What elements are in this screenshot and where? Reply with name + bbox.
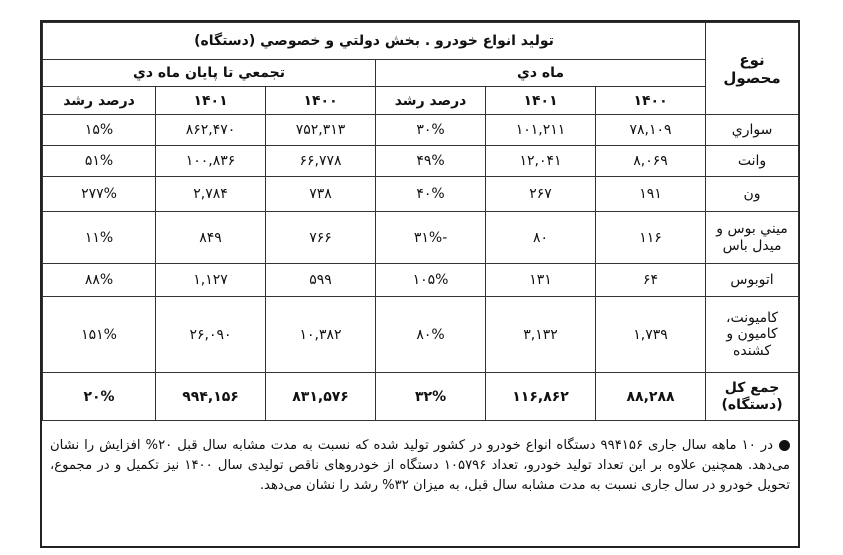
- value-cell: ۸۰%: [376, 297, 486, 373]
- value-cell: ۱۱%: [43, 212, 156, 264]
- value-cell: ۱۰,۳۸۲: [266, 297, 376, 373]
- product-cell: ون: [706, 177, 799, 212]
- product-cell: اتوبوس: [706, 264, 799, 297]
- total-row: [43, 373, 799, 421]
- table-title: توليد انواع خودرو . بخش دولتي و خصوصي (دستگاه): [43, 23, 706, 60]
- total-cell: ۸۳۱,۵۷۶: [266, 373, 376, 421]
- table-row: [43, 177, 799, 212]
- product-header: نوع محصول: [706, 23, 799, 115]
- col-month-growth: درصد رشد: [376, 87, 486, 115]
- value-cell: ۱۳۱: [486, 264, 596, 297]
- total-cell: ۲۰%: [43, 373, 156, 421]
- value-cell: ۲,۷۸۴: [156, 177, 266, 212]
- value-cell: ۷۵۲,۳۱۳: [266, 115, 376, 146]
- value-cell: ۸۶۲,۴۷۰: [156, 115, 266, 146]
- value-cell: ۱,۱۲۷: [156, 264, 266, 297]
- total-label: جمع كل (دستگاه): [706, 373, 799, 421]
- footnote-text: در ۱۰ ماهه سال جاری ۹۹۴۱۵۶ دستگاه انواع خودرو در کشور تولید شده که نسبت به مدت مشابه سال قبل ۲۰% افزایش را نشان می‌دهد. همچنین علاوه بر این تعداد تولید خودرو، تعداد ۱۰۵۷۹۶ دستگاه از خودروهای ناقص تولیدی سال ۱۴۰۰ نیز تکمیل و در مجموع، تحویل خودرو در سال جاری نسبت به مدت مشابه سال قبل، به میزان ۳۲% رشد را نشان می‌دهد.: [50, 438, 790, 493]
- value-cell: ۷۸,۱۰۹: [596, 115, 706, 146]
- table-row: [43, 297, 799, 373]
- col-cum-growth: درصد رشد: [43, 87, 156, 115]
- value-cell: ۱۱۶: [596, 212, 706, 264]
- product-cell: ميني بوس و ميدل باس: [706, 212, 799, 264]
- total-cell: ۹۹۴,۱۵۶: [156, 373, 266, 421]
- table-row: [43, 146, 799, 177]
- value-cell: ۱۵%: [43, 115, 156, 146]
- table-row: [43, 212, 799, 264]
- bullet-icon: [779, 440, 790, 451]
- value-cell: ۶۴: [596, 264, 706, 297]
- value-cell: ۱۲,۰۴۱: [486, 146, 596, 177]
- total-cell: ۱۱۶,۸۶۲: [486, 373, 596, 421]
- value-cell: ۶۶,۷۷۸: [266, 146, 376, 177]
- value-cell: ۴۰%: [376, 177, 486, 212]
- document-frame: [40, 20, 800, 548]
- value-cell: ۲۶,۰۹۰: [156, 297, 266, 373]
- col-month-1400: ۱۴۰۰: [596, 87, 706, 115]
- value-cell: ۸۰: [486, 212, 596, 264]
- value-cell: ۷۶۶: [266, 212, 376, 264]
- product-cell: وانت: [706, 146, 799, 177]
- product-cell: سواري: [706, 115, 799, 146]
- product-cell: كاميونت، كاميون و كشنده: [706, 297, 799, 373]
- value-cell: ۵۹۹: [266, 264, 376, 297]
- value-cell: ۱۹۱: [596, 177, 706, 212]
- value-cell: ۱۰۱,۲۱۱: [486, 115, 596, 146]
- value-cell: ۷۳۸: [266, 177, 376, 212]
- group-cumulative-header: تجمعي تا پايان ماه دي: [43, 60, 376, 87]
- value-cell: ۲۷۷%: [43, 177, 156, 212]
- value-cell: -۳۱%: [376, 212, 486, 264]
- col-cum-1401: ۱۴۰۱: [156, 87, 266, 115]
- value-cell: ۸,۰۶۹: [596, 146, 706, 177]
- value-cell: ۸۴۹: [156, 212, 266, 264]
- production-table: [42, 22, 799, 421]
- value-cell: ۱۰۰,۸۳۶: [156, 146, 266, 177]
- value-cell: ۲۶۷: [486, 177, 596, 212]
- group-month-header: ماه دي: [376, 60, 706, 87]
- total-cell: ۸۸,۲۸۸: [596, 373, 706, 421]
- col-cum-1400: ۱۴۰۰: [266, 87, 376, 115]
- value-cell: ۳,۱۳۲: [486, 297, 596, 373]
- col-month-1401: ۱۴۰۱: [486, 87, 596, 115]
- value-cell: ۳۰%: [376, 115, 486, 146]
- footnote: [50, 436, 790, 496]
- value-cell: ۸۸%: [43, 264, 156, 297]
- total-cell: ۳۲%: [376, 373, 486, 421]
- table-row: [43, 115, 799, 146]
- value-cell: ۵۱%: [43, 146, 156, 177]
- table-row: [43, 264, 799, 297]
- value-cell: ۱,۷۳۹: [596, 297, 706, 373]
- value-cell: ۴۹%: [376, 146, 486, 177]
- value-cell: ۱۰۵%: [376, 264, 486, 297]
- value-cell: ۱۵۱%: [43, 297, 156, 373]
